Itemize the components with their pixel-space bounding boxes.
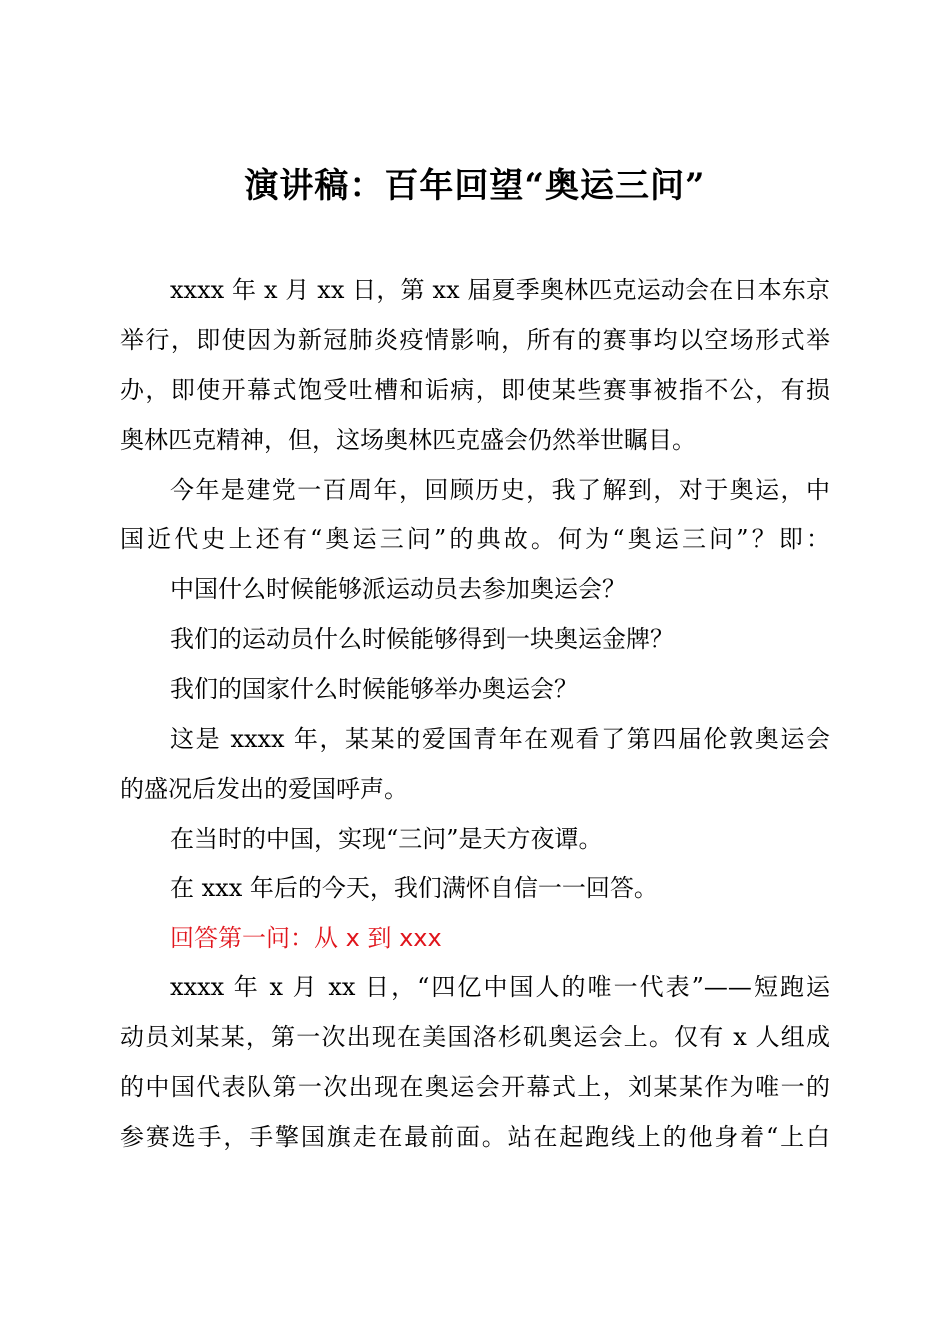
paragraph-line: xxxx 年 x 月 xx 日，第 xx 届夏季奥林匹克运动会在日本东京 (170, 276, 830, 304)
paragraph-line: 举行，即使因为新冠肺炎疫情影响，所有的赛事均以空场形式举 (120, 326, 830, 354)
question-line: 我们的国家什么时候能够举办奥运会？ (170, 675, 578, 703)
paragraph-line: 的盛况后发出的爱国呼声。 (120, 775, 408, 803)
paragraph-line: 动员刘某某，第一次出现在美国洛杉矶奥运会上。仅有 x 人组成 (120, 1023, 830, 1051)
paragraph-line: 在当时的中国，实现“三问”是天方夜谭。 (170, 825, 603, 853)
paragraph-line: 在 xxx 年后的今天，我们满怀自信一一回答。 (170, 874, 658, 902)
paragraph-line: 奥林匹克精神，但，这场奥林匹克盛会仍然举世瞩目。 (120, 426, 696, 454)
paragraph-line: 这是 xxxx 年，某某的爱国青年在观看了第四届伦敦奥运会 (170, 725, 830, 753)
section-heading: 回答第一问：从 x 到 xxx (170, 924, 442, 952)
document-title: 演讲稿：百年回望“奥运三问” (244, 166, 706, 206)
paragraph-line: 参赛选手，手擎国旗走在最前面。站在起跑线上的他身着“上白 (120, 1123, 830, 1151)
paragraph-line: xxxx 年 x 月 xx 日，“四亿中国人的唯一代表”——短跑运 (170, 973, 830, 1001)
question-line: 我们的运动员什么时候能够得到一块奥运金牌？ (170, 625, 674, 653)
question-line: 中国什么时候能够派运动员去参加奥运会？ (170, 575, 626, 603)
paragraph-line: 国近代史上还有“奥运三问”的典故。何为“奥运三问”？即： (120, 525, 830, 553)
paragraph-line: 今年是建党一百周年，回顾历史，我了解到，对于奥运，中 (170, 476, 830, 504)
paragraph-line: 办，即使开幕式饱受吐槽和诟病，即使某些赛事被指不公，有损 (120, 376, 830, 404)
paragraph-line: 的中国代表队第一次出现在奥运会开幕式上，刘某某作为唯一的 (120, 1073, 830, 1101)
